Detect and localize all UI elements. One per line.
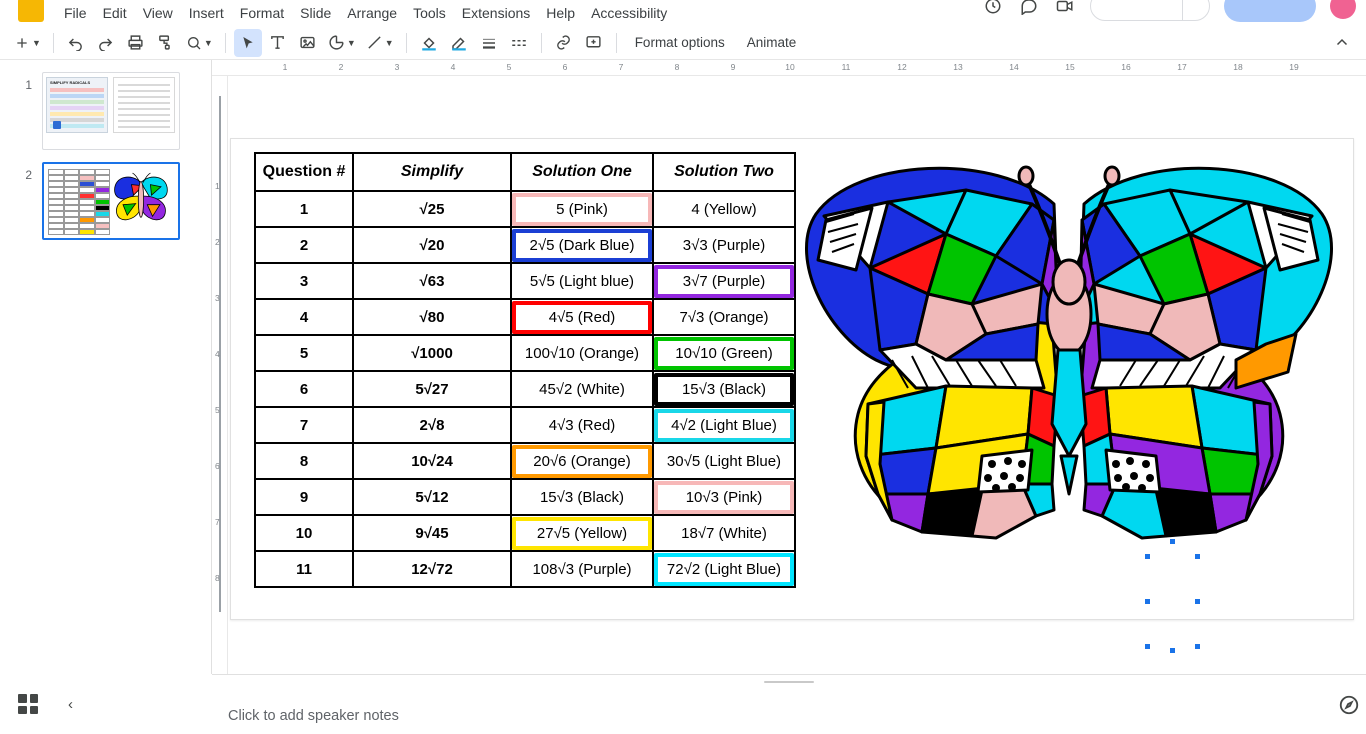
undo-button[interactable] bbox=[62, 29, 90, 57]
menu-bar bbox=[0, 0, 1366, 26]
ruler-tick: 8 bbox=[215, 573, 220, 583]
cell-question-number: 2 bbox=[255, 227, 353, 263]
cell-solution-two[interactable]: 3√3 (Purple) bbox=[653, 227, 795, 263]
cell-solution-one[interactable]: 108√3 (Purple) bbox=[511, 551, 653, 587]
cell-simplify: √80 bbox=[353, 299, 511, 335]
table-row bbox=[255, 479, 795, 515]
vertical-ruler bbox=[212, 76, 228, 674]
table-row bbox=[255, 335, 795, 371]
shape-tool-button[interactable] bbox=[324, 29, 360, 57]
thumb1-title: SIMPLIFY RADICALS bbox=[50, 80, 91, 85]
answer-highlight-light-blue: 4√2 (Light Blue) bbox=[654, 409, 794, 442]
ruler-tick: 1 bbox=[282, 62, 288, 72]
share-button[interactable] bbox=[1224, 0, 1316, 22]
table-row bbox=[255, 371, 795, 407]
speaker-notes-panel[interactable] bbox=[212, 674, 1366, 734]
cell-simplify: √63 bbox=[353, 263, 511, 299]
border-weight-button[interactable] bbox=[475, 29, 503, 57]
cell-solution-two[interactable] bbox=[653, 551, 795, 587]
table-header-solution-two: Solution Two bbox=[653, 153, 795, 191]
insert-link-button[interactable] bbox=[550, 29, 578, 57]
ruler-tick: 18 bbox=[1233, 62, 1243, 72]
ruler-tick: 6 bbox=[562, 62, 568, 72]
format-options-button[interactable]: Format options bbox=[634, 35, 725, 50]
cell-solution-two[interactable] bbox=[653, 263, 795, 299]
canvas-area bbox=[212, 60, 1366, 674]
slideshow-dropdown-bar[interactable] bbox=[1091, 0, 1183, 20]
ruler-tick: 15 bbox=[1065, 62, 1075, 72]
cell-solution-one[interactable] bbox=[511, 299, 653, 335]
menu-insert[interactable]: Insert bbox=[188, 5, 224, 21]
menu-arrange[interactable]: Arrange bbox=[347, 5, 398, 21]
slide-filmstrip bbox=[0, 60, 212, 674]
cell-question-number: 8 bbox=[255, 443, 353, 479]
cell-simplify: 12√72 bbox=[353, 551, 511, 587]
border-color-button[interactable] bbox=[445, 29, 473, 57]
insert-comment-button[interactable] bbox=[580, 29, 608, 57]
selection-handle-w[interactable] bbox=[1144, 598, 1151, 605]
menu-help[interactable]: Help bbox=[546, 5, 576, 21]
cell-solution-two[interactable]: 7√3 (Orange) bbox=[653, 299, 795, 335]
toolbar bbox=[0, 26, 1366, 60]
ruler-tick: 2 bbox=[215, 237, 220, 247]
answer-highlight-dark-blue: 2√5 (Dark Blue) bbox=[512, 229, 652, 262]
butterfly-mosaic-image[interactable] bbox=[796, 164, 1341, 564]
chevron-down-icon: ▼ bbox=[32, 37, 41, 48]
chevron-down-icon: ▼ bbox=[384, 37, 394, 48]
bottom-left-controls bbox=[0, 674, 212, 734]
table-header-simplify: Simplify bbox=[353, 153, 511, 191]
slide-thumbnail[interactable] bbox=[42, 72, 180, 150]
toolbar-divider bbox=[406, 33, 407, 53]
collapse-toolbar-button[interactable] bbox=[1328, 29, 1356, 57]
cell-solution-one[interactable] bbox=[511, 443, 653, 479]
ruler-tick: 4 bbox=[450, 62, 456, 72]
cell-simplify: 5√27 bbox=[353, 371, 511, 407]
cell-solution-two[interactable] bbox=[653, 479, 795, 515]
ruler-tick: 12 bbox=[897, 62, 907, 72]
animate-button[interactable]: Animate bbox=[746, 35, 797, 50]
cell-question-number: 6 bbox=[255, 371, 353, 407]
table-row bbox=[255, 263, 795, 299]
cell-solution-two[interactable]: 4 (Yellow) bbox=[653, 191, 795, 227]
answer-highlight-red: 4√5 (Red) bbox=[512, 301, 652, 334]
ruler-tick: 13 bbox=[953, 62, 963, 72]
table-row bbox=[255, 227, 795, 263]
cell-simplify: √25 bbox=[353, 191, 511, 227]
ruler-tick: 3 bbox=[394, 62, 400, 72]
answer-highlight-light-blue: 72√2 (Light Blue) bbox=[654, 553, 794, 586]
cell-solution-one[interactable] bbox=[511, 191, 653, 227]
speaker-notes-placeholder[interactable]: Click to add speaker notes bbox=[228, 708, 399, 724]
cell-solution-two[interactable]: 18√7 (White) bbox=[653, 515, 795, 551]
table-header-question: Question # bbox=[255, 153, 353, 191]
selection-handle-e[interactable] bbox=[1194, 598, 1201, 605]
ruler-tick: 1 bbox=[215, 181, 220, 191]
ruler-tick: 10 bbox=[785, 62, 795, 72]
ruler-tick: 5 bbox=[506, 62, 512, 72]
table-header-solution-one: Solution One bbox=[511, 153, 653, 191]
cell-solution-one[interactable]: 5√5 (Light blue) bbox=[511, 263, 653, 299]
cell-solution-two[interactable] bbox=[653, 407, 795, 443]
meet-icon[interactable] bbox=[1054, 0, 1076, 17]
thumb2-butterfly-preview bbox=[110, 172, 174, 230]
print-button[interactable] bbox=[122, 29, 150, 57]
history-icon[interactable] bbox=[982, 0, 1004, 17]
table-row bbox=[255, 407, 795, 443]
fill-color-button[interactable] bbox=[415, 29, 443, 57]
ruler-tick: 17 bbox=[1177, 62, 1187, 72]
menu-view[interactable]: View bbox=[142, 5, 173, 21]
cell-solution-one[interactable]: 4√3 (Red) bbox=[511, 407, 653, 443]
toolbar-divider bbox=[225, 33, 226, 53]
ruler-tick: 11 bbox=[841, 62, 851, 72]
border-dash-button[interactable] bbox=[505, 29, 533, 57]
filmstrip-slide-1[interactable] bbox=[0, 72, 211, 150]
ruler-tick: 2 bbox=[338, 62, 344, 72]
zoom-button[interactable] bbox=[182, 29, 217, 57]
slide-thumbnail-selected[interactable] bbox=[42, 162, 180, 240]
cell-question-number: 3 bbox=[255, 263, 353, 299]
answer-highlight-black: 15√3 (Black) bbox=[654, 373, 794, 406]
cell-simplify: √20 bbox=[353, 227, 511, 263]
horizontal-ruler bbox=[212, 60, 1366, 76]
thumb1-notes-preview bbox=[113, 77, 175, 133]
answer-highlight-purple: 3√7 (Purple) bbox=[654, 265, 794, 298]
cell-solution-two[interactable] bbox=[653, 335, 795, 371]
cell-question-number: 1 bbox=[255, 191, 353, 227]
cell-question-number: 7 bbox=[255, 407, 353, 443]
paint-format-button[interactable] bbox=[152, 29, 180, 57]
ruler-tick: 5 bbox=[215, 405, 220, 415]
radicals-table[interactable] bbox=[254, 152, 796, 588]
menu-tools[interactable]: Tools bbox=[413, 5, 446, 21]
slide-canvas[interactable] bbox=[230, 138, 1354, 620]
table-row bbox=[255, 515, 795, 551]
collapse-filmstrip-icon[interactable]: ‹ bbox=[68, 695, 73, 713]
cell-simplify: 5√12 bbox=[353, 479, 511, 515]
thumb1-table-preview bbox=[46, 77, 108, 133]
answer-highlight-yellow: 27√5 (Yellow) bbox=[512, 517, 652, 550]
ruler-tick: 16 bbox=[1121, 62, 1131, 72]
top-right-controls bbox=[982, 0, 1356, 22]
menu-extensions[interactable]: Extensions bbox=[461, 5, 531, 21]
table-row bbox=[255, 551, 795, 587]
comment-icon[interactable] bbox=[1018, 0, 1040, 17]
menu-file[interactable]: File bbox=[64, 5, 87, 21]
ruler-tick: 6 bbox=[215, 461, 220, 471]
chevron-down-icon: ▼ bbox=[346, 37, 356, 48]
cell-simplify: 10√24 bbox=[353, 443, 511, 479]
table-row bbox=[255, 443, 795, 479]
cell-simplify: √1000 bbox=[353, 335, 511, 371]
cell-solution-one[interactable]: 100√10 (Orange) bbox=[511, 335, 653, 371]
menu-accessibility[interactable]: Accessibility bbox=[591, 5, 668, 21]
answer-highlight-green: 10√10 (Green) bbox=[654, 337, 794, 370]
menu-edit[interactable]: Edit bbox=[102, 5, 127, 21]
menu-format[interactable]: Format bbox=[239, 5, 285, 21]
answer-highlight-orange: 20√6 (Orange) bbox=[512, 445, 652, 478]
cell-question-number: 9 bbox=[255, 479, 353, 515]
answer-highlight-pink: 10√3 (Pink) bbox=[654, 481, 794, 514]
line-tool-button[interactable] bbox=[362, 29, 398, 57]
grid-view-icon[interactable] bbox=[18, 694, 38, 714]
filmstrip-slide-2[interactable] bbox=[0, 162, 211, 240]
slide-number: 2 bbox=[25, 168, 32, 182]
thumb1-badge bbox=[53, 121, 61, 129]
chevron-down-icon: ▼ bbox=[203, 37, 213, 48]
cell-question-number: 10 bbox=[255, 515, 353, 551]
selection-handle-sw[interactable] bbox=[1144, 643, 1151, 650]
cell-simplify: 2√8 bbox=[353, 407, 511, 443]
thumb2-table-preview bbox=[48, 169, 110, 235]
ruler-tick: 14 bbox=[1009, 62, 1019, 72]
cell-question-number: 5 bbox=[255, 335, 353, 371]
selection-handle-se[interactable] bbox=[1194, 643, 1201, 650]
slide-number: 1 bbox=[25, 78, 32, 92]
select-tool-button[interactable] bbox=[234, 29, 262, 57]
ruler-tick: 8 bbox=[674, 62, 680, 72]
explore-icon[interactable] bbox=[1338, 694, 1364, 720]
cell-question-number: 11 bbox=[255, 551, 353, 587]
cell-solution-two[interactable] bbox=[653, 371, 795, 407]
new-slide-button[interactable] bbox=[10, 29, 45, 57]
textbox-tool-button[interactable] bbox=[264, 29, 292, 57]
app-logo bbox=[18, 0, 44, 22]
ruler-tick: 7 bbox=[215, 517, 220, 527]
avatar[interactable] bbox=[1330, 0, 1356, 19]
answer-highlight-pink: 5 (Pink) bbox=[512, 193, 652, 226]
cell-simplify: 9√45 bbox=[353, 515, 511, 551]
insert-image-button[interactable] bbox=[294, 29, 322, 57]
notes-resize-grip[interactable] bbox=[764, 681, 814, 683]
cell-solution-one[interactable] bbox=[511, 227, 653, 263]
toolbar-divider bbox=[616, 33, 617, 53]
table-header-row bbox=[255, 153, 795, 191]
table-row bbox=[255, 299, 795, 335]
slideshow-dropdown[interactable] bbox=[1090, 0, 1210, 21]
toolbar-divider bbox=[541, 33, 542, 53]
ruler-tick: 7 bbox=[618, 62, 624, 72]
cell-solution-one[interactable] bbox=[511, 515, 653, 551]
table-row bbox=[255, 191, 795, 227]
ruler-tick: 9 bbox=[730, 62, 736, 72]
toolbar-divider bbox=[53, 33, 54, 53]
selection-handle-s[interactable] bbox=[1169, 647, 1176, 654]
cell-solution-one[interactable]: 15√3 (Black) bbox=[511, 479, 653, 515]
shape-selection bbox=[1148, 557, 1198, 647]
cell-solution-one[interactable]: 45√2 (White) bbox=[511, 371, 653, 407]
redo-button[interactable] bbox=[92, 29, 120, 57]
ruler-tick: 4 bbox=[215, 349, 220, 359]
ruler-tick: 3 bbox=[215, 293, 220, 303]
cell-solution-two[interactable]: 30√5 (Light Blue) bbox=[653, 443, 795, 479]
cell-question-number: 4 bbox=[255, 299, 353, 335]
ruler-tick: 19 bbox=[1289, 62, 1299, 72]
menu-slide[interactable]: Slide bbox=[300, 5, 332, 21]
